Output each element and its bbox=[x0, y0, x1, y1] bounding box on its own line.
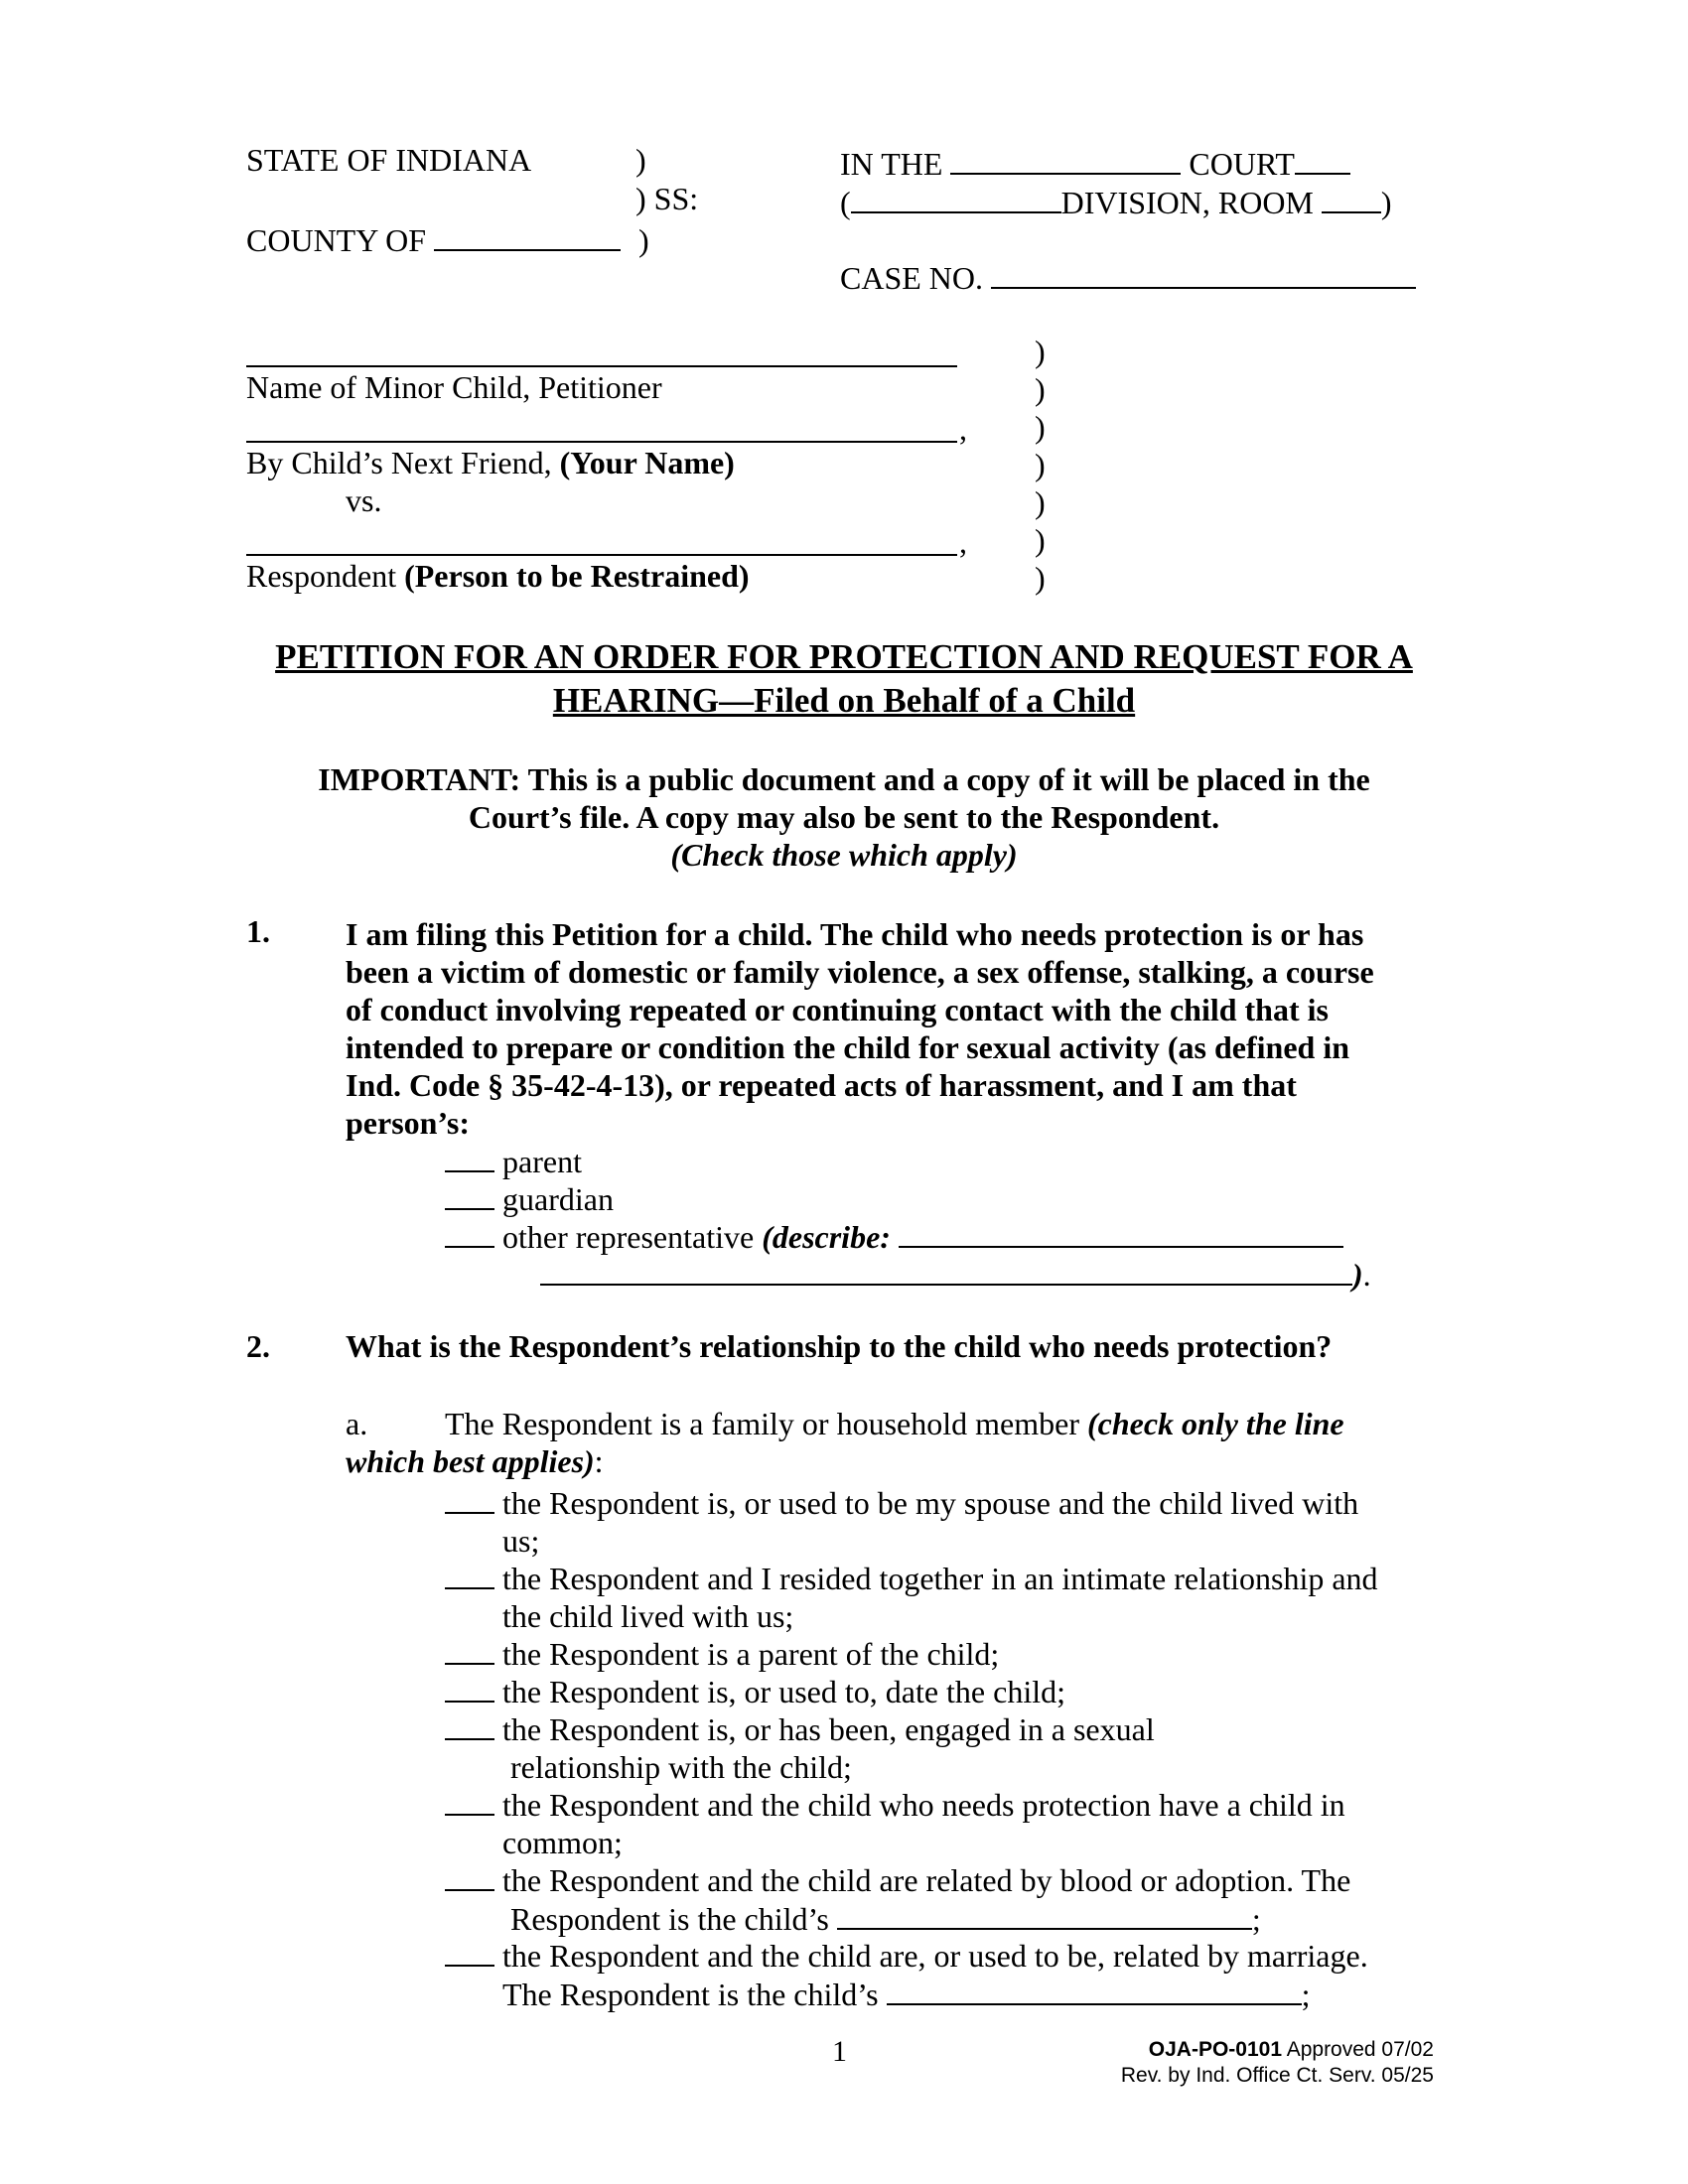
form-code-block: OJA-PO-0101 Approved 07/02 Rev. by Ind. Office Ct. Serv. 05/25 bbox=[1120, 2038, 1434, 2088]
caption-paren: ) bbox=[1035, 560, 1046, 596]
relationship-option: the Respondent is, or used to be my spouse and the child lived with us; bbox=[445, 1483, 1358, 1560]
relationship-checkbox[interactable] bbox=[445, 1559, 494, 1589]
room-field[interactable] bbox=[1322, 183, 1381, 213]
describe-field-2[interactable] bbox=[540, 1255, 1352, 1286]
case-number-field[interactable] bbox=[991, 258, 1416, 289]
division-field[interactable] bbox=[851, 183, 1061, 213]
relationship-checkbox[interactable] bbox=[445, 1785, 494, 1816]
court-name-field[interactable] bbox=[950, 144, 1181, 175]
caption-paren: ) bbox=[1035, 484, 1046, 520]
caption-paren: ) bbox=[635, 142, 646, 178]
court-suffix-field[interactable] bbox=[1295, 144, 1350, 175]
sub-a-text: The Respondent is a family or household member (check only the line bbox=[445, 1406, 1344, 1441]
relationship-checkbox[interactable] bbox=[445, 1709, 494, 1740]
guardian-checkbox[interactable] bbox=[445, 1179, 494, 1210]
caption-paren: ) bbox=[1035, 409, 1046, 445]
section-2-question: What is the Respondent’s relationship to the child who needs protection? bbox=[346, 1328, 1333, 1364]
public-notice: IMPORTANT: This is a public document and a copy of it will be placed in the Court’s file. A copy may also be sent to the Respondent. (Check those which apply) bbox=[318, 761, 1370, 873]
relationship-option: the Respondent is, or has been, engaged in a sexual relationship with the child; bbox=[445, 1709, 1155, 1786]
relationship-checkbox[interactable] bbox=[445, 1860, 494, 1891]
next-friend-label: By Child’s Next Friend, (Your Name) bbox=[246, 445, 735, 480]
section-2-number: 2. bbox=[246, 1328, 270, 1364]
relationship-option: the Respondent and the child are, or used to be, related by marriage. The Respondent is the child’s ; bbox=[445, 1936, 1368, 2013]
respondent-label: Respondent (Person to be Restrained) bbox=[246, 558, 750, 594]
describe-continuation: ). bbox=[540, 1255, 1371, 1291]
division-line: ( DIVISION, ROOM ) bbox=[840, 184, 1392, 220]
caption-paren: ) bbox=[1035, 447, 1046, 482]
ss-label: ) SS: bbox=[635, 181, 699, 216]
option-parent: parent bbox=[445, 1142, 582, 1177]
county-field[interactable] bbox=[434, 220, 621, 251]
relationship-checkbox[interactable] bbox=[445, 1672, 494, 1703]
county-label: COUNTY OF ) bbox=[246, 221, 649, 258]
sub-a-letter: a. bbox=[346, 1406, 368, 1441]
petitioner-name-field[interactable] bbox=[246, 365, 957, 367]
vs-label: vs. bbox=[346, 482, 382, 518]
court-line: IN THE COURT bbox=[840, 144, 1350, 180]
parent-checkbox[interactable] bbox=[445, 1142, 494, 1172]
section-1-text: I am filing this Petition for a child. The child who needs protection is or has been a victim of domestic or family violence, a sex offense, stalking, a course of conduct involving repeated or continuing contact with the child that is intended to prepare or condition the child for sexual activity (as defined in Ind. Code § 35-42-4-13), or repeated acts of harassment, and I am that person’s: bbox=[346, 916, 1374, 1141]
form-code: OJA-PO-0101 bbox=[1148, 2038, 1283, 2061]
relationship-option: the Respondent is a parent of the child; bbox=[445, 1634, 999, 1670]
caption-paren: ) bbox=[1035, 334, 1046, 369]
sub-a-instruction: which best applies): bbox=[346, 1443, 604, 1479]
marriage-relation-field[interactable] bbox=[887, 1975, 1302, 2005]
petitioner-label: Name of Minor Child, Petitioner bbox=[246, 369, 662, 405]
option-guardian: guardian bbox=[445, 1179, 614, 1215]
describe-field-1[interactable] bbox=[899, 1217, 1343, 1248]
relationship-option: the Respondent and I resided together in an intimate relationship and the child lived with us; bbox=[445, 1559, 1378, 1635]
case-number-line: CASE NO. bbox=[840, 258, 1416, 294]
next-friend-name-field[interactable] bbox=[246, 441, 957, 443]
state-label: STATE OF INDIANA bbox=[246, 142, 532, 178]
relationship-checkbox[interactable] bbox=[445, 1936, 494, 1967]
caption-paren: ) bbox=[1035, 371, 1046, 407]
section-1-number: 1. bbox=[246, 913, 270, 949]
relationship-option: the Respondent and the child who needs protection have a child in common; bbox=[445, 1785, 1345, 1861]
relationship-option: the Respondent and the child are related by blood or adoption. The Respondent is the child’s ; bbox=[445, 1860, 1350, 1938]
option-other-representative: other representative (describe: bbox=[445, 1217, 1343, 1253]
document-title: PETITION FOR AN ORDER FOR PROTECTION AND REQUEST FOR A HEARING—Filed on Behalf of a Child bbox=[275, 637, 1413, 720]
page-number: 1 bbox=[832, 2035, 847, 2068]
other-representative-checkbox[interactable] bbox=[445, 1217, 494, 1248]
next-friend-comma: , bbox=[959, 411, 967, 447]
relationship-checkbox[interactable] bbox=[445, 1634, 494, 1665]
blood-relation-field[interactable] bbox=[837, 1899, 1252, 1930]
relationship-option: the Respondent is, or used to, date the child; bbox=[445, 1672, 1065, 1707]
caption-paren: ) bbox=[1035, 522, 1046, 558]
relationship-checkbox[interactable] bbox=[445, 1483, 494, 1514]
respondent-name-field[interactable] bbox=[246, 554, 957, 556]
respondent-comma: , bbox=[959, 524, 967, 560]
